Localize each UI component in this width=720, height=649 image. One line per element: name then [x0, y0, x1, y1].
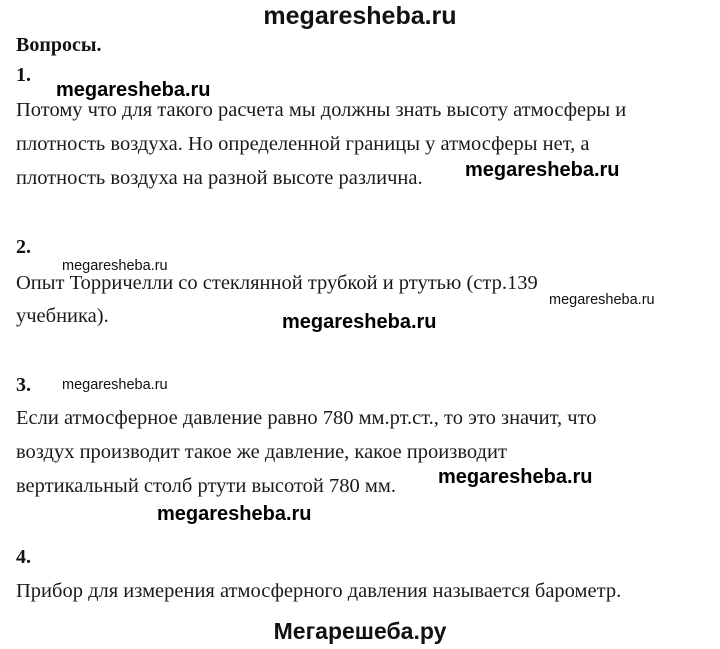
- watermark: megaresheba.ru: [157, 503, 312, 525]
- answer-1-line-3: плотность воздуха на разной высоте различна.: [16, 167, 423, 189]
- question-number-4: 4.: [16, 546, 31, 568]
- watermark: megaresheba.ru: [282, 311, 437, 333]
- answer-3-line-2: воздух производит такое же давление, какое производит: [16, 441, 507, 463]
- question-number-2: 2.: [16, 236, 31, 258]
- site-footer: Мегарешеба.ру: [273, 618, 447, 644]
- answer-1-line-2: плотность воздуха. Но определенной границы у атмосферы нет, а: [16, 133, 590, 155]
- watermark: megaresheba.ru: [56, 79, 211, 101]
- watermark: megaresheba.ru: [465, 159, 620, 181]
- watermark: megaresheba.ru: [549, 292, 655, 308]
- question-number-1: 1.: [16, 64, 31, 86]
- question-number-3: 3.: [16, 374, 31, 396]
- answer-3-line-3: вертикальный столб ртути высотой 780 мм.: [16, 475, 396, 497]
- answer-3-line-1: Если атмосферное давление равно 780 мм.рт.ст., то это значит, что: [16, 407, 597, 429]
- watermark: megaresheba.ru: [438, 466, 593, 488]
- section-title: Вопросы.: [16, 34, 102, 56]
- answer-2-line-2: учебника).: [16, 305, 109, 327]
- site-header: megaresheba.ru: [263, 2, 457, 30]
- answer-2-line-1: Опыт Торричелли со стеклянной трубкой и ртутью (стр.139: [16, 272, 538, 294]
- watermark: megaresheba.ru: [62, 258, 168, 274]
- answer-4-line-1: Прибор для измерения атмосферного давления называется барометр.: [16, 580, 622, 602]
- answer-1-line-1: Потому что для такого расчета мы должны знать высоту атмосферы и: [16, 99, 627, 121]
- watermark: megaresheba.ru: [62, 377, 168, 393]
